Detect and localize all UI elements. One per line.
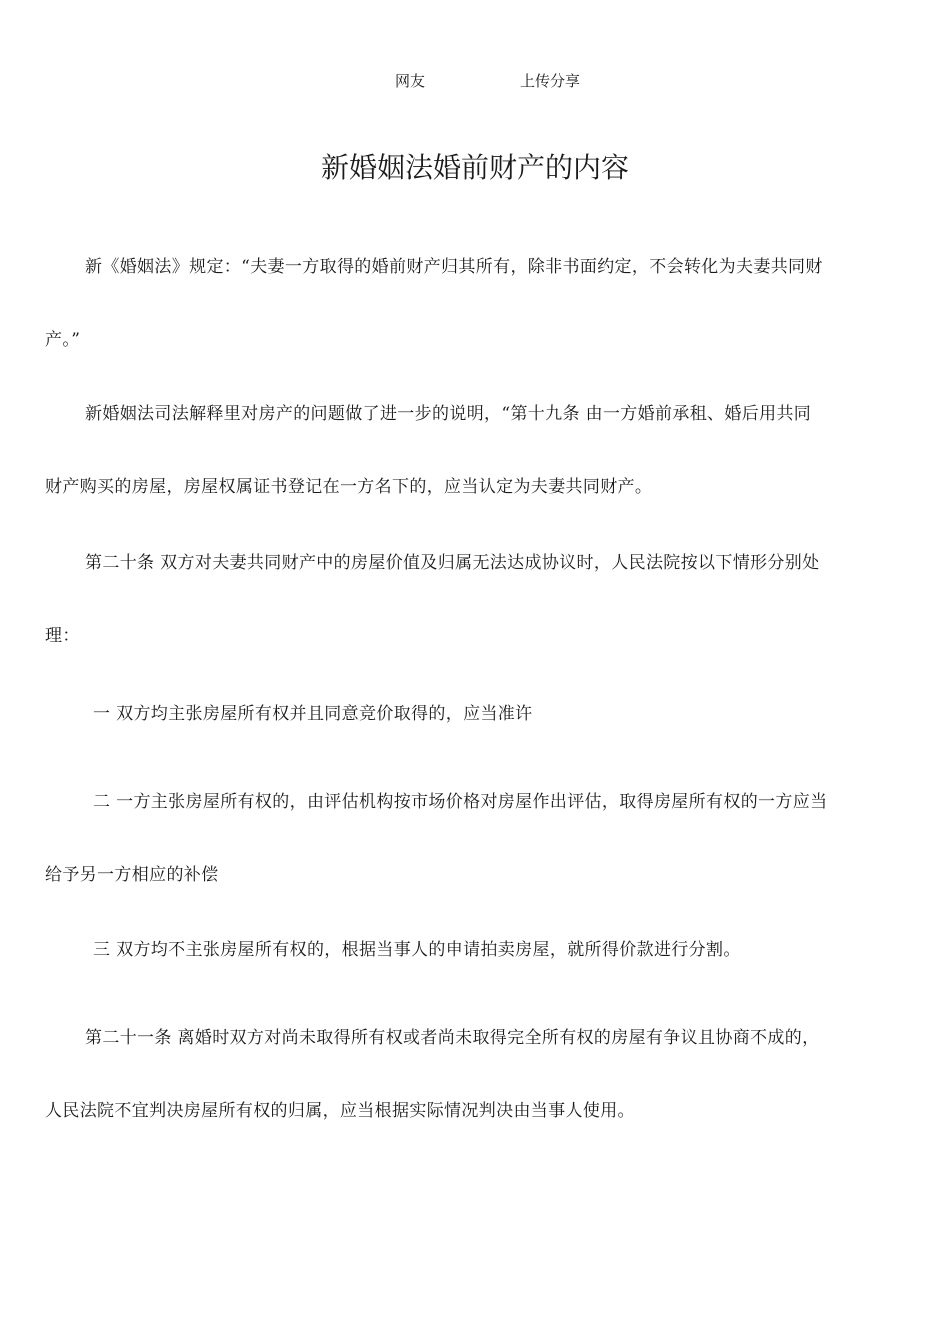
paragraph-line: 二 一方主张房屋所有权的，由评估机构按市场价格对房屋作出评估，取得房屋所有权的一方应当 bbox=[93, 792, 828, 812]
paragraph-line: 一 双方均主张房屋所有权并且同意竞价取得的，应当准许 bbox=[93, 704, 533, 724]
paragraph-line: 产。” bbox=[45, 330, 81, 350]
list-item-two bbox=[45, 766, 907, 912]
paragraph-premarital-rule bbox=[45, 231, 907, 377]
header-uploader: 网友 bbox=[395, 72, 426, 90]
list-item-one bbox=[45, 678, 907, 751]
paragraph-line: 第二十一条 离婚时双方对尚未取得所有权或者尚未取得完全所有权的房屋有争议且协商不成的， bbox=[85, 1028, 820, 1048]
paragraph-article-21 bbox=[45, 1002, 907, 1148]
paragraph-line: 新《婚姻法》规定：“夫妻一方取得的婚前财产归其所有，除非书面约定，不会转化为夫妻共同财 bbox=[85, 257, 823, 277]
paragraph-line: 理： bbox=[45, 626, 80, 646]
paragraph-line: 第二十条 双方对夫妻共同财产中的房屋价值及归属无法达成协议时，人民法院按以下情形分别处 bbox=[85, 553, 820, 573]
paragraph-line: 新婚姻法司法解释里对房产的问题做了进一步的说明，“第十九条 由一方婚前承租、婚后用共同 bbox=[85, 404, 812, 424]
document-title: 新婚姻法婚前财产的内容 bbox=[320, 151, 629, 184]
header-share-note: 上传分享 bbox=[520, 72, 581, 90]
paragraph-line: 三 双方均不主张房屋所有权的，根据当事人的申请拍卖房屋，就所得价款进行分割。 bbox=[93, 940, 741, 960]
paragraph-article-19 bbox=[45, 378, 907, 524]
paragraph-line: 人民法院不宜判决房屋所有权的归属，应当根据实际情况判决由当事人使用。 bbox=[45, 1101, 635, 1121]
list-item-three bbox=[45, 914, 907, 987]
paragraph-line: 给予另一方相应的补偿 bbox=[45, 865, 219, 885]
paragraph-line: 财产购买的房屋，房屋权属证书登记在一方名下的，应当认定为夫妻共同财产。 bbox=[45, 477, 653, 497]
paragraph-article-20 bbox=[45, 527, 907, 673]
